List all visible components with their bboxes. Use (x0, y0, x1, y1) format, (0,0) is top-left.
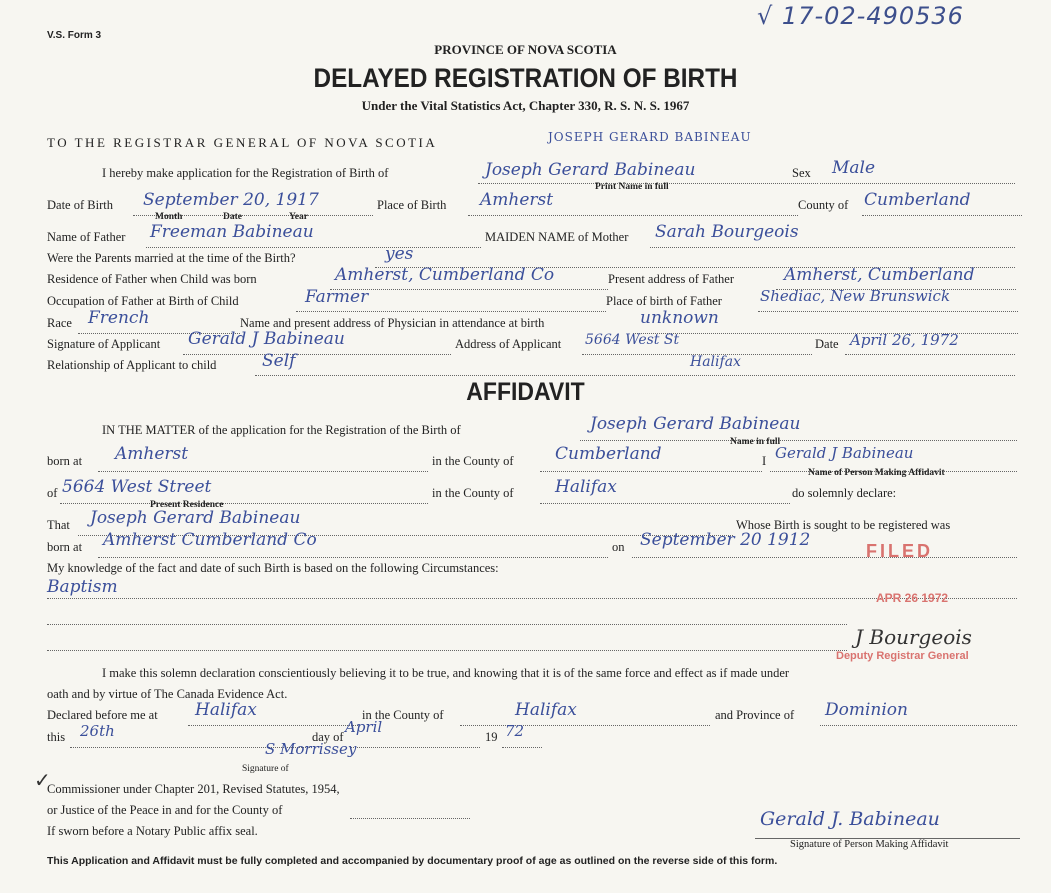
of-value[interactable]: 5664 West Street (62, 477, 212, 497)
day-value[interactable]: 26th (80, 722, 115, 740)
applicant-addr-label: Address of Applicant (455, 337, 562, 351)
occupation-value[interactable]: Farmer (305, 287, 369, 307)
dob-label: Date of Birth (47, 198, 113, 212)
present-residence-note: Present Residence (150, 500, 224, 510)
born-at-label: born at (47, 454, 83, 468)
to-registrar: TO THE REGISTRAR GENERAL OF NOVA SCOTIA (47, 135, 438, 150)
physician-line (633, 333, 1018, 334)
in-county2-line (540, 503, 790, 504)
knowledge-text: My knowledge of the fact and date of such Birth is based on the following Circumstances: (47, 561, 499, 575)
deputy-registrar-stamp: Deputy Registrar General (836, 650, 969, 662)
on-label: on (612, 540, 625, 554)
form-number: V.S. Form 3 (47, 30, 102, 41)
circumstance-line-1 (47, 598, 1017, 599)
of-label: of (47, 486, 58, 500)
province-line (820, 725, 1017, 726)
province-value[interactable]: Dominion (825, 700, 908, 720)
mother-value[interactable]: Sarah Bourgeois (655, 222, 799, 242)
application-intro: I hereby make application for the Registration of Birth of (102, 166, 389, 180)
mother-label: MAIDEN NAME of Mother (485, 230, 629, 244)
month-line (350, 747, 480, 748)
in-county2-label: in the County of (432, 486, 514, 500)
of-line (60, 503, 428, 504)
county-line (862, 215, 1022, 216)
filed-date-stamp: APR 26 1972 (876, 591, 949, 605)
race-value[interactable]: French (88, 308, 150, 328)
province-heading: PROVINCE OF NOVA SCOTIA (434, 42, 617, 57)
solemn-text-1: I make this solemn declaration conscientiously believing it to be true, and knowing that it is of the same force and effect as if made under (102, 666, 790, 680)
day-of-label: day of (312, 730, 344, 744)
father-birthplace-line (758, 311, 1018, 312)
born-at-value[interactable]: Amherst (115, 444, 189, 464)
born-at2-value[interactable]: Amherst Cumberland Co (103, 530, 317, 550)
sex-label: Sex (792, 166, 811, 180)
father-line (146, 247, 481, 248)
solemn-text-2: oath and by virtue of The Canada Evidence Act. (47, 687, 288, 701)
county3-value[interactable]: Halifax (515, 700, 577, 720)
date-sub-label: Date (223, 212, 242, 222)
declared-at-value[interactable]: Halifax (195, 700, 257, 720)
matter-name-value[interactable]: Joseph Gerard Babineau (590, 414, 801, 434)
county-value[interactable]: Cumberland (864, 190, 971, 210)
occupation-line (296, 311, 606, 312)
sex-value[interactable]: Male (832, 158, 876, 178)
date-value[interactable]: April 26, 1972 (850, 331, 959, 349)
notary-text: If sworn before a Notary Public affix seal. (47, 824, 258, 838)
child-name-value[interactable]: Joseph Gerard Babineau (485, 160, 696, 180)
dob-value[interactable]: September 20, 1917 (143, 190, 319, 210)
filed-stamp: FILED (866, 541, 933, 561)
race-label: Race (47, 316, 72, 330)
year-line (502, 747, 542, 748)
married-value[interactable]: yes (385, 244, 414, 264)
date-line (845, 354, 1015, 355)
year-value[interactable]: 72 (505, 722, 525, 740)
form-subtitle: Under the Vital Statistics Act, Chapter 330, R. S. N. S. 1967 (361, 98, 690, 113)
present-father-label: Present address of Father (608, 272, 735, 286)
res-father-label: Residence of Father when Child was born (47, 272, 257, 286)
justice-line (350, 818, 470, 819)
res-father-line (330, 289, 608, 290)
physician-value[interactable]: unknown (640, 308, 719, 328)
father-value[interactable]: Freeman Babineau (150, 222, 314, 242)
sex-line (820, 183, 1015, 184)
born-at2-label: born at (47, 540, 83, 554)
pob-label: Place of Birth (377, 198, 447, 212)
person-name-note: Name of Person Making Affidavit (808, 468, 945, 478)
solemnly-declare: do solemnly declare: (792, 486, 897, 500)
province-label: and Province of (715, 708, 795, 722)
relationship-value[interactable]: Self (262, 351, 296, 371)
county-label: County of (798, 198, 849, 212)
year-prefix: 19 (485, 730, 498, 744)
that-label: That (47, 518, 70, 532)
pob-value[interactable]: Amherst (480, 190, 554, 210)
applicant-sig-line (183, 354, 451, 355)
father-label: Name of Father (47, 230, 126, 244)
applicant-addr-value[interactable]: 5664 West St (585, 332, 680, 348)
applicant-sig-value[interactable]: Gerald J Babineau (188, 329, 345, 349)
father-birthplace-label: Place of birth of Father (606, 294, 722, 308)
physician-label: Name and present address of Physician in attendance at birth (240, 316, 545, 330)
check-mark-icon: ✓ (34, 768, 51, 792)
name-in-full-note: Name in full (730, 437, 781, 447)
print-name-note: Print Name in full (595, 182, 669, 192)
mother-line (650, 247, 1015, 248)
affiant-signature: Gerald J. Babineau (760, 808, 940, 830)
i-label: I (762, 454, 767, 468)
married-label: Were the Parents married at the time of the Birth? (47, 251, 296, 265)
applicant-sig-label: Signature of Applicant (47, 337, 161, 351)
on-value[interactable]: September 20 1912 (640, 530, 811, 550)
on-line (632, 557, 1017, 558)
in-county-label: in the County of (432, 454, 514, 468)
whose-birth-text: Whose Birth is sought to be registered was (736, 518, 951, 532)
matter-name-line (580, 440, 1017, 441)
affiant-note: Signature of Person Making Affidavit (790, 839, 949, 850)
person-name-value[interactable]: Gerald J Babineau (775, 444, 914, 462)
in-county2-value[interactable]: Halifax (555, 477, 617, 497)
present-father-value[interactable]: Amherst, Cumberland (784, 265, 975, 285)
born-at-line (98, 471, 428, 472)
that-value[interactable]: Joseph Gerard Babineau (90, 508, 301, 528)
county3-label: in the County of (362, 708, 444, 722)
affidavit-matter: IN THE MATTER of the application for the Registration of the Birth of (102, 423, 461, 437)
serial-number: √ 17-02-490536 (757, 2, 964, 30)
form-title: DELAYED REGISTRATION OF BIRTH (313, 63, 738, 93)
circumstance-line-3 (47, 650, 847, 651)
born-at2-line (98, 557, 608, 558)
circumstance-value[interactable]: Baptism (47, 577, 118, 597)
date-label: Date (815, 337, 839, 351)
registrar-name-handwritten: JOSEPH GERARD BABINEAU (548, 130, 752, 144)
circumstance-line-2 (47, 624, 847, 625)
signature-of-label: Signature of (242, 764, 289, 774)
commissioner-text: Commissioner under Chapter 201, Revised Statutes, 1954, (47, 782, 340, 796)
justice-text: or Justice of the Peace in and for the County of (47, 803, 283, 817)
relationship-line (255, 375, 1015, 376)
year-label: Year (289, 212, 308, 222)
declared-label: Declared before me at (47, 708, 158, 722)
commissioner-signature: S Morrissey (265, 740, 357, 758)
in-county-value[interactable]: Cumberland (555, 444, 662, 464)
registrar-signature: J Bourgeois (855, 625, 972, 649)
pob-line (468, 215, 798, 216)
affidavit-heading: AFFIDAVIT (466, 378, 585, 406)
footer-note: This Application and Affidavit must be fully completed and accompanied by documentary proof of age as outlined on the reverse side of this form. (47, 855, 778, 867)
month-label: Month (155, 212, 183, 222)
res-father-value[interactable]: Amherst, Cumberland Co (335, 265, 555, 285)
month-value[interactable]: April (345, 718, 383, 736)
declared-at-line (188, 725, 358, 726)
county3-line (460, 725, 710, 726)
relationship-label: Relationship of Applicant to child (47, 358, 217, 372)
this-label: this (47, 730, 66, 744)
in-county-line (540, 471, 762, 472)
father-birthplace-value[interactable]: Shediac, New Brunswick (760, 287, 951, 305)
applicant-addr-city-value[interactable]: Halifax (690, 354, 741, 370)
occupation-label: Occupation of Father at Birth of Child (47, 294, 239, 308)
